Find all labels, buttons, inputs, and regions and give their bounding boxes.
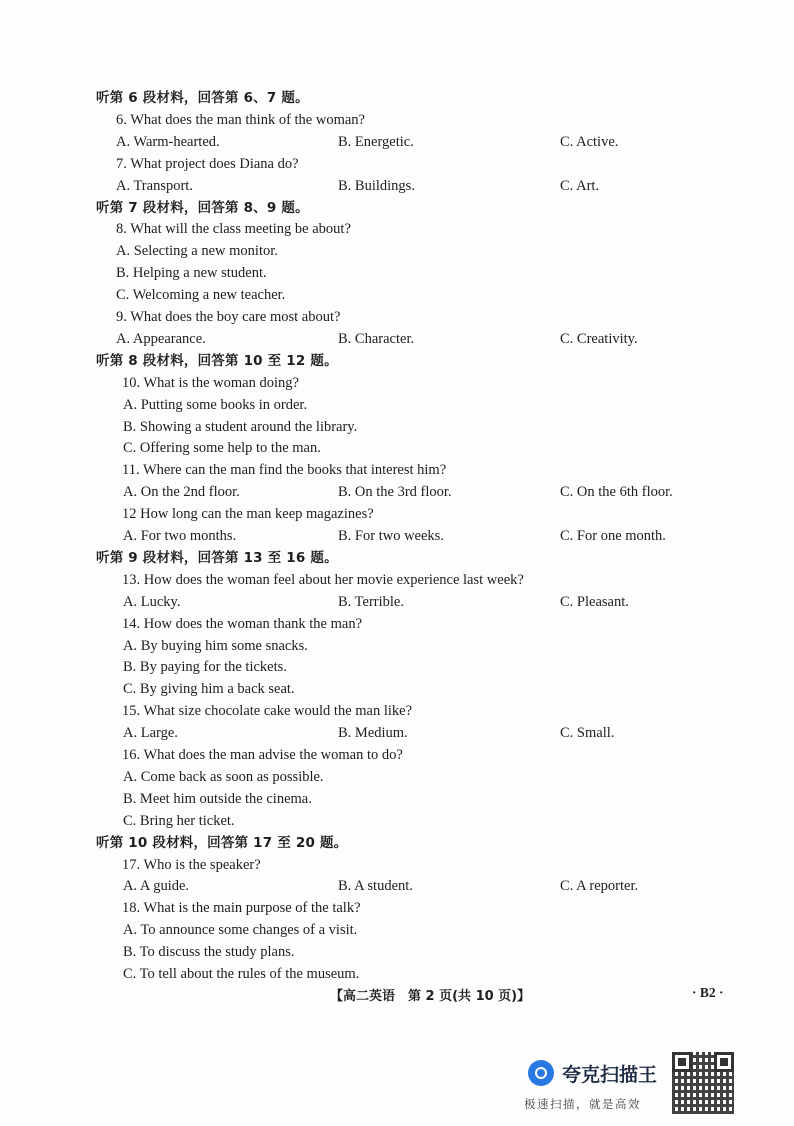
- answer-option: B. Showing a student around the library.: [123, 419, 358, 435]
- answer-option: B. Energetic.: [338, 134, 414, 150]
- question-text: 12 How long can the man keep magazines?: [122, 506, 374, 522]
- question-text: 9. What does the boy care most about?: [116, 309, 341, 325]
- scanner-app-name: 夸克扫描王: [562, 1064, 658, 1086]
- question-text: 8. What will the class meeting be about?: [116, 221, 351, 237]
- answer-option: B. Terrible.: [338, 594, 404, 610]
- question-text: 17. Who is the speaker?: [122, 857, 261, 873]
- answer-option: C. Active.: [560, 134, 619, 150]
- section-heading: 听第 10 段材料，回答第 17 至 20 题。: [96, 835, 348, 851]
- question-text: 6. What does the man think of the woman?: [116, 112, 365, 128]
- question-text: 10. What is the woman doing?: [122, 375, 299, 391]
- answer-option: B. Buildings.: [338, 178, 415, 194]
- qr-code-icon: [672, 1052, 734, 1114]
- answer-option: A. By buying him some snacks.: [123, 638, 308, 654]
- scanner-slogan: 极速扫描，就是高效: [524, 1097, 641, 1111]
- answer-option: B. To discuss the study plans.: [123, 944, 295, 960]
- scanner-logo-icon: [528, 1060, 554, 1086]
- question-text: 15. What size chocolate cake would the man like?: [122, 703, 413, 719]
- answer-option: A. Selecting a new monitor.: [116, 243, 278, 259]
- answer-option: A. Transport.: [116, 178, 193, 194]
- answer-option: A. Putting some books in order.: [123, 397, 308, 413]
- answer-option: C. Welcoming a new teacher.: [116, 287, 286, 303]
- answer-option: C. On the 6th floor.: [560, 484, 673, 500]
- answer-option: A. Warm-hearted.: [116, 134, 220, 150]
- answer-option: A. On the 2nd floor.: [123, 484, 240, 500]
- footer-paper-code: · B2 ·: [692, 985, 724, 1000]
- section-heading: 听第 6 段材料，回答第 6、7 题。: [96, 90, 309, 106]
- answer-option: A. A guide.: [123, 878, 190, 894]
- question-text: 7. What project does Diana do?: [116, 156, 299, 172]
- answer-option: C. For one month.: [560, 528, 666, 544]
- answer-option: A. Come back as soon as possible.: [123, 769, 324, 785]
- answer-option: B. Helping a new student.: [116, 265, 267, 281]
- question-text: 18. What is the main purpose of the talk?: [122, 900, 361, 916]
- answer-option: B. By paying for the tickets.: [123, 659, 287, 675]
- question-text: 14. How does the woman thank the man?: [122, 616, 363, 632]
- answer-option: B. Character.: [338, 331, 415, 347]
- answer-option: B. Medium.: [338, 725, 408, 741]
- answer-option: A. Lucky.: [123, 594, 181, 610]
- question-text: 13. How does the woman feel about her movie experience last week?: [122, 572, 524, 588]
- question-text: 11. Where can the man find the books that interest him?: [122, 462, 447, 478]
- answer-option: C. Offering some help to the man.: [123, 440, 321, 456]
- answer-option: C. Small.: [560, 725, 615, 741]
- question-text: 16. What does the man advise the woman to do?: [122, 747, 403, 763]
- answer-option: C. Creativity.: [560, 331, 638, 347]
- scanner-watermark: [520, 1050, 790, 1120]
- answer-option: A. To announce some changes of a visit.: [123, 922, 358, 938]
- answer-option: B. A student.: [338, 878, 413, 894]
- answer-option: C. By giving him a back seat.: [123, 681, 295, 697]
- answer-option: B. On the 3rd floor.: [338, 484, 452, 500]
- answer-option: B. For two weeks.: [338, 528, 444, 544]
- answer-option: B. Meet him outside the cinema.: [123, 791, 312, 807]
- section-heading: 听第 9 段材料，回答第 13 至 16 题。: [96, 550, 338, 566]
- answer-option: C. Pleasant.: [560, 594, 629, 610]
- footer-page-info: 【高二英语 第 2 页(共 10 页)】: [330, 989, 531, 1004]
- section-heading: 听第 7 段材料，回答第 8、9 题。: [96, 200, 309, 216]
- answer-option: A. Appearance.: [116, 331, 206, 347]
- answer-option: C. To tell about the rules of the museum.: [123, 966, 360, 982]
- answer-option: A. Large.: [123, 725, 178, 741]
- answer-option: C. A reporter.: [560, 878, 639, 894]
- answer-option: A. For two months.: [123, 528, 237, 544]
- answer-option: C. Art.: [560, 178, 600, 194]
- answer-option: C. Bring her ticket.: [123, 813, 235, 829]
- section-heading: 听第 8 段材料，回答第 10 至 12 题。: [96, 353, 338, 369]
